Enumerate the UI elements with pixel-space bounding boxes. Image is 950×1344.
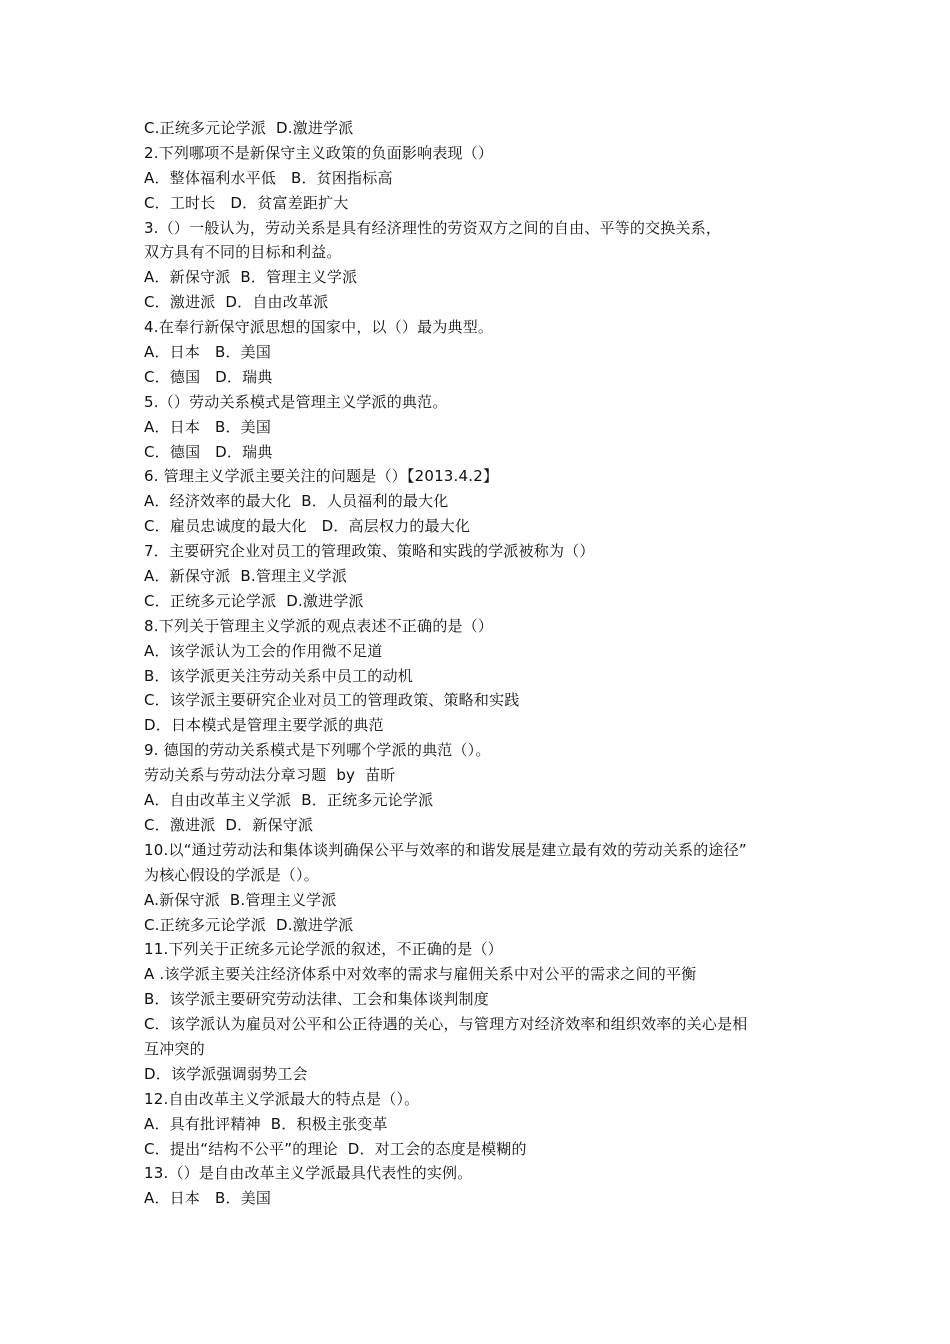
text-line: 5.（）劳动关系模式是管理主义学派的典范。 xyxy=(144,392,448,411)
text-line: 劳动关系与劳动法分章习题 by 苗昕 xyxy=(144,766,396,785)
text-line: A．具有批评精神 B．积极主张变革 xyxy=(144,1114,388,1133)
text-line: C．激进派 D．自由改革派 xyxy=(144,293,329,312)
text-line: A．新保守派 B．管理主义学派 xyxy=(144,268,358,287)
text-line: 3.（）一般认为，劳动关系是具有经济理性的劳资双方之间的自由、平等的交换关系， xyxy=(144,218,722,237)
text-line: C．该学派认为雇员对公平和公正待遇的关心，与管理方对经济效率和组织效率的关心是相 xyxy=(144,1015,748,1034)
text-line: 11.下列关于正统多元论学派的叙述，不正确的是（） xyxy=(144,940,503,959)
text-line: 互冲突的 xyxy=(144,1039,205,1058)
text-line: 6. 管理主义学派主要关注的问题是（）【2013.4.2】 xyxy=(144,467,499,486)
text-line: C．提出“结构不公平”的理论 D．对工会的态度是模糊的 xyxy=(144,1139,527,1158)
text-line: C．激进派 D．新保守派 xyxy=(144,815,314,834)
text-line: 12.自由改革主义学派最大的特点是（）。 xyxy=(144,1089,420,1108)
text-line: A．经济效率的最大化 B．人员福利的最大化 xyxy=(144,492,449,511)
text-line: C．德国 D．瑞典 xyxy=(144,442,273,461)
text-line: A．日本 B．美国 xyxy=(144,1189,272,1208)
text-line: A .该学派主要关注经济体系中对效率的需求与雇佣关系中对公平的需求之间的平衡 xyxy=(144,965,697,984)
text-line: B．该学派更关注劳动关系中员工的动机 xyxy=(144,666,413,685)
text-line: D．日本模式是管理主要学派的典范 xyxy=(144,716,384,735)
text-line: C．雇员忠诚度的最大化 D．高层权力的最大化 xyxy=(144,517,471,536)
text-line: A．整体福利水平低 B．贫困指标高 xyxy=(144,168,393,187)
text-line: C.正统多元论学派 D.激进学派 xyxy=(144,915,354,934)
text-line: A．日本 B．美国 xyxy=(144,343,272,362)
text-line: A．新保守派 B.管理主义学派 xyxy=(144,567,348,586)
text-line: A．自由改革主义学派 B．正统多元论学派 xyxy=(144,791,434,810)
text-line: C．德国 D．瑞典 xyxy=(144,367,273,386)
text-line: 双方具有不同的目标和利益。 xyxy=(144,243,342,262)
text-line: 10.以“通过劳动法和集体谈判确保公平与效率的和谐发展是建立最有效的劳动关系的途径” xyxy=(144,840,747,859)
text-line: C．工时长 D．贫富差距扩大 xyxy=(144,193,349,212)
text-line: 8.下列关于管理主义学派的观点表述不正确的是（） xyxy=(144,616,494,635)
text-line: C．正统多元论学派 D.激进学派 xyxy=(144,591,364,610)
text-line: C．该学派主要研究企业对员工的管理政策、策略和实践 xyxy=(144,691,520,710)
text-line: 7．主要研究企业对员工的管理政策、策略和实践的学派被称为（） xyxy=(144,542,595,561)
text-line: 4.在奉行新保守派思想的国家中，以（）最为典型。 xyxy=(144,318,494,337)
text-line: A.新保守派 B.管理主义学派 xyxy=(144,890,337,909)
text-line: A．该学派认为工会的作用微不足道 xyxy=(144,641,383,660)
text-line: 9. 德国的劳动关系模式是下列哪个学派的典范（）。 xyxy=(144,741,491,760)
text-line: A．日本 B．美国 xyxy=(144,417,272,436)
document-body xyxy=(144,116,834,1211)
text-line: D．该学派强调弱势工会 xyxy=(144,1064,308,1083)
text-line: B．该学派主要研究劳动法律、工会和集体谈判制度 xyxy=(144,990,489,1009)
text-line: 为核心假设的学派是（）。 xyxy=(144,865,319,884)
text-line: C.正统多元论学派 D.激进学派 xyxy=(144,119,354,137)
text-line: 2.下列哪项不是新保守主义政策的负面影响表现（） xyxy=(144,143,494,162)
text-line: 13.（）是自由改革主义学派最具代表性的实例。 xyxy=(144,1164,473,1183)
